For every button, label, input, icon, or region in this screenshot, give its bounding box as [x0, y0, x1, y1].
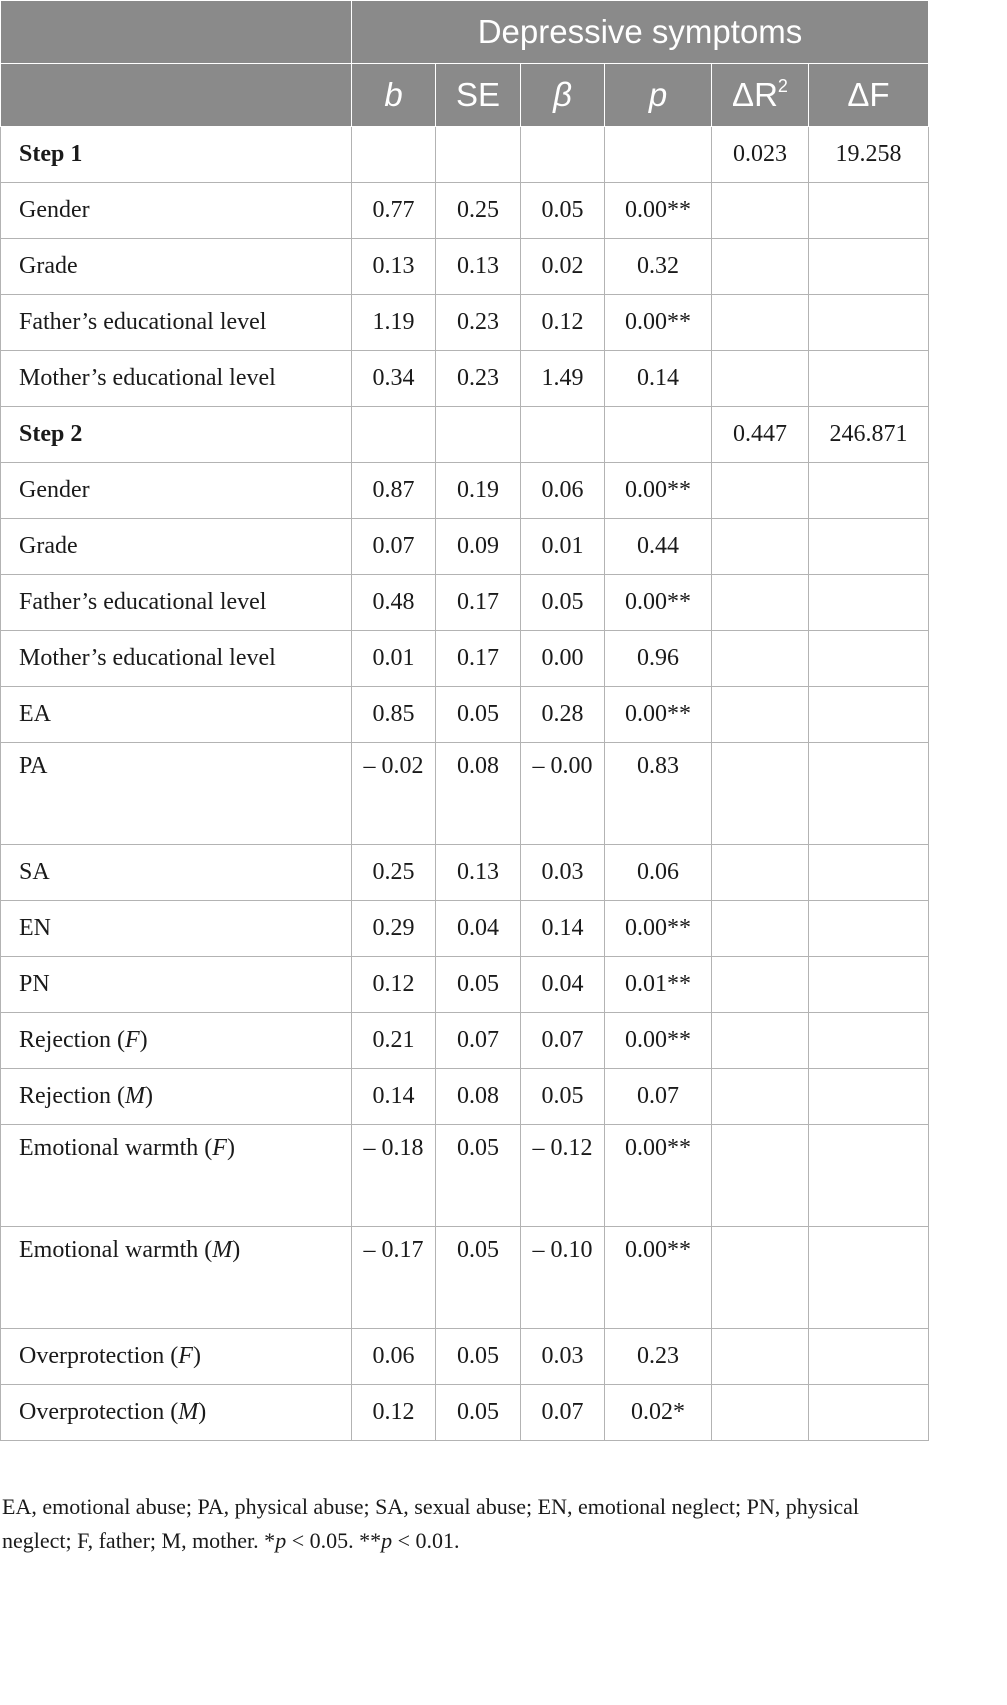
- cell-beta: 0.28: [521, 687, 605, 743]
- table-footnote: [0, 1490, 930, 1558]
- row-label-parent: F: [212, 1135, 227, 1161]
- cell-p: 0.14: [605, 351, 712, 407]
- row-label-text: Grade: [19, 533, 78, 559]
- row-label-text: PA: [19, 753, 48, 779]
- cell-dr2: [712, 1385, 809, 1441]
- row-label-text: Emotional warmth (: [19, 1237, 213, 1263]
- cell-b: [352, 1125, 436, 1227]
- cell-beta: 0.04: [521, 957, 605, 1013]
- table-row: [1, 575, 929, 631]
- cell-beta: 0.12: [521, 295, 605, 351]
- cell-dr2: [712, 239, 809, 295]
- cell-beta: 1.49: [521, 351, 605, 407]
- cell-p: 0.02*: [605, 1385, 712, 1441]
- row-label-close: ): [192, 1343, 201, 1369]
- row-label-text: Rejection (: [19, 1083, 125, 1109]
- cell-p: 0.96: [605, 631, 712, 687]
- cell-se: 0.25: [436, 183, 521, 239]
- cell-df: [809, 1385, 929, 1441]
- header-blank-cell: [1, 64, 352, 127]
- cell-b: 0.77: [352, 183, 436, 239]
- row-label-text: Rejection (: [19, 1027, 125, 1053]
- cell-df: 19.258: [809, 127, 929, 183]
- footnote-p-symbol-1: p: [275, 1528, 287, 1553]
- cell-beta: [521, 1227, 605, 1329]
- table-row: [1, 901, 929, 957]
- cell-b: 0.14: [352, 1069, 436, 1125]
- cell-dr2: 0.447: [712, 407, 809, 463]
- cell-beta: 0.02: [521, 239, 605, 295]
- cell-p: 0.06: [605, 845, 712, 901]
- cell-se: 0.23: [436, 351, 521, 407]
- table-row: [1, 519, 929, 575]
- cell-b: 0.34: [352, 351, 436, 407]
- row-label: [1, 183, 352, 239]
- row-label-close: ): [198, 1399, 207, 1425]
- cell-se: 0.13: [436, 239, 521, 295]
- row-label-parent: M: [124, 1083, 145, 1109]
- cell-df: [809, 901, 929, 957]
- cell-b: [352, 743, 436, 845]
- cell-dr2: [712, 687, 809, 743]
- cell-b: [352, 407, 436, 463]
- cell-df: [809, 239, 929, 295]
- negative-value: – 0.02: [363, 753, 424, 779]
- cell-beta: 0.00: [521, 631, 605, 687]
- table-row: [1, 1329, 929, 1385]
- negative-value: – 0.00: [532, 753, 593, 779]
- cell-dr2: [712, 901, 809, 957]
- row-label-close: ): [226, 1135, 235, 1161]
- cell-dr2: [712, 845, 809, 901]
- cell-df: [809, 1329, 929, 1385]
- col-header-delta-r2: [712, 64, 809, 127]
- cell-beta: 0.05: [521, 1069, 605, 1125]
- row-label-text: Gender: [19, 197, 90, 223]
- table-row: [1, 127, 929, 183]
- cell-b: 0.01: [352, 631, 436, 687]
- cell-se: 0.17: [436, 575, 521, 631]
- row-label-close: ): [144, 1083, 153, 1109]
- cell-p: [605, 127, 712, 183]
- cell-df: [809, 845, 929, 901]
- cell-b: [352, 127, 436, 183]
- row-label: [1, 519, 352, 575]
- row-label-text: SA: [19, 859, 50, 885]
- cell-dr2: [712, 519, 809, 575]
- cell-beta: 0.05: [521, 183, 605, 239]
- table-row: [1, 463, 929, 519]
- row-label: [1, 1013, 352, 1069]
- cell-df: [809, 295, 929, 351]
- row-label-text: Step 2: [19, 421, 83, 447]
- row-label: [1, 1227, 352, 1329]
- cell-p: 0.44: [605, 519, 712, 575]
- row-label: [1, 407, 352, 463]
- cell-df: [809, 1227, 929, 1329]
- row-label: [1, 127, 352, 183]
- cell-b: 1.19: [352, 295, 436, 351]
- cell-df: [809, 687, 929, 743]
- table-row: [1, 845, 929, 901]
- cell-dr2: [712, 1125, 809, 1227]
- cell-se: 0.05: [436, 957, 521, 1013]
- negative-value: – 0.12: [532, 1135, 593, 1161]
- cell-se: 0.05: [436, 1329, 521, 1385]
- cell-df: [809, 631, 929, 687]
- table-header: [1, 1, 929, 127]
- cell-se: 0.23: [436, 295, 521, 351]
- negative-value: – 0.18: [363, 1135, 424, 1161]
- row-label-text: Father’s educational level: [19, 309, 267, 335]
- cell-dr2: [712, 743, 809, 845]
- row-label: [1, 463, 352, 519]
- cell-p: 0.23: [605, 1329, 712, 1385]
- cell-beta: 0.14: [521, 901, 605, 957]
- cell-se: 0.19: [436, 463, 521, 519]
- cell-se: 0.05: [436, 1125, 521, 1227]
- cell-se: 0.07: [436, 1013, 521, 1069]
- row-label: [1, 1069, 352, 1125]
- cell-se: 0.08: [436, 1069, 521, 1125]
- cell-b: 0.48: [352, 575, 436, 631]
- delta-r-text: ΔR: [732, 76, 778, 113]
- footnote-text-b: < 0.05. **: [286, 1528, 382, 1553]
- cell-se: 0.13: [436, 845, 521, 901]
- cell-p: 0.00**: [605, 901, 712, 957]
- row-label-parent: M: [178, 1399, 199, 1425]
- row-label-text: Mother’s educational level: [19, 365, 276, 391]
- row-label: [1, 957, 352, 1013]
- cell-dr2: [712, 1329, 809, 1385]
- cell-beta: 0.06: [521, 463, 605, 519]
- table-row: [1, 631, 929, 687]
- cell-b: 0.12: [352, 1385, 436, 1441]
- cell-p: 0.00**: [605, 1227, 712, 1329]
- cell-p: [605, 407, 712, 463]
- table-row: [1, 407, 929, 463]
- cell-df: [809, 1069, 929, 1125]
- cell-beta: [521, 1125, 605, 1227]
- row-label-text: Mother’s educational level: [19, 645, 276, 671]
- cell-dr2: [712, 631, 809, 687]
- cell-se: 0.09: [436, 519, 521, 575]
- cell-se: 0.08: [436, 743, 521, 845]
- cell-b: 0.07: [352, 519, 436, 575]
- cell-dr2: [712, 1069, 809, 1125]
- row-label: [1, 743, 352, 845]
- footnote-text-c: < 0.01.: [392, 1528, 460, 1553]
- table-row: [1, 1227, 929, 1329]
- row-label-text: Father’s educational level: [19, 589, 267, 615]
- col-header-beta: β: [521, 64, 605, 127]
- cell-b: 0.25: [352, 845, 436, 901]
- cell-df: [809, 351, 929, 407]
- table-row: [1, 295, 929, 351]
- row-label: [1, 845, 352, 901]
- row-label: [1, 575, 352, 631]
- row-label-text: Grade: [19, 253, 78, 279]
- cell-dr2: [712, 957, 809, 1013]
- cell-beta: 0.01: [521, 519, 605, 575]
- table-body: [1, 127, 929, 1441]
- cell-b: 0.85: [352, 687, 436, 743]
- col-header-se: SE: [436, 64, 521, 127]
- table-row: [1, 351, 929, 407]
- col-header-delta-f: ΔF: [809, 64, 929, 127]
- cell-se: 0.04: [436, 901, 521, 957]
- table-row: [1, 743, 929, 845]
- cell-df: [809, 1125, 929, 1227]
- footnote-text-a: EA, emotional abuse; PA, physical abuse; SA, sexual abuse; EN, emotional neglect; PN, physical neglect; F, father; M, mother. *: [2, 1494, 860, 1553]
- row-label-text: PN: [19, 971, 50, 997]
- cell-beta: 0.07: [521, 1385, 605, 1441]
- cell-df: [809, 957, 929, 1013]
- cell-dr2: [712, 295, 809, 351]
- row-label-close: ): [232, 1237, 241, 1263]
- cell-beta: 0.07: [521, 1013, 605, 1069]
- cell-b: [352, 1227, 436, 1329]
- cell-se: 0.05: [436, 1385, 521, 1441]
- cell-dr2: [712, 351, 809, 407]
- cell-b: 0.06: [352, 1329, 436, 1385]
- row-label: [1, 239, 352, 295]
- cell-df: [809, 519, 929, 575]
- cell-dr2: [712, 463, 809, 519]
- table-row: [1, 183, 929, 239]
- negative-value: – 0.10: [532, 1237, 593, 1263]
- row-label-text: Overprotection (: [19, 1399, 179, 1425]
- row-label-parent: F: [124, 1027, 140, 1053]
- row-label-parent: M: [212, 1237, 233, 1263]
- table-row: [1, 1069, 929, 1125]
- cell-dr2: [712, 575, 809, 631]
- cell-se: 0.05: [436, 1227, 521, 1329]
- col-header-b: b: [352, 64, 436, 127]
- col-header-p: p: [605, 64, 712, 127]
- row-label-parent: F: [178, 1343, 193, 1369]
- cell-p: 0.00**: [605, 1125, 712, 1227]
- row-label-text: Overprotection (: [19, 1343, 179, 1369]
- row-label: [1, 295, 352, 351]
- cell-b: 0.12: [352, 957, 436, 1013]
- row-label-text: Step 1: [19, 141, 83, 167]
- cell-p: 0.00**: [605, 463, 712, 519]
- cell-p: 0.00**: [605, 575, 712, 631]
- row-label: [1, 1125, 352, 1227]
- row-label-close: ): [139, 1027, 148, 1053]
- cell-df: [809, 1013, 929, 1069]
- cell-se: [436, 407, 521, 463]
- cell-beta: 0.03: [521, 1329, 605, 1385]
- negative-value: – 0.17: [363, 1237, 424, 1263]
- header-blank-cell: [1, 1, 352, 64]
- table-row: [1, 1125, 929, 1227]
- row-label: [1, 1329, 352, 1385]
- cell-se: [436, 127, 521, 183]
- cell-dr2: 0.023: [712, 127, 809, 183]
- table-row: [1, 687, 929, 743]
- cell-b: 0.21: [352, 1013, 436, 1069]
- cell-p: 0.83: [605, 743, 712, 845]
- cell-df: [809, 463, 929, 519]
- cell-beta: 0.05: [521, 575, 605, 631]
- cell-dr2: [712, 1227, 809, 1329]
- cell-beta: 0.03: [521, 845, 605, 901]
- cell-beta: [521, 127, 605, 183]
- cell-df: [809, 743, 929, 845]
- cell-p: 0.00**: [605, 295, 712, 351]
- header-row-columns: [1, 64, 929, 127]
- cell-se: 0.17: [436, 631, 521, 687]
- row-label: [1, 901, 352, 957]
- cell-p: 0.00**: [605, 183, 712, 239]
- cell-beta: [521, 743, 605, 845]
- footnote-p-symbol-2: p: [381, 1528, 393, 1553]
- cell-b: 0.87: [352, 463, 436, 519]
- row-label-text: EN: [19, 915, 51, 941]
- table-row: [1, 1385, 929, 1441]
- cell-p: 0.32: [605, 239, 712, 295]
- table-row: [1, 1013, 929, 1069]
- row-label: [1, 1385, 352, 1441]
- cell-dr2: [712, 183, 809, 239]
- cell-df: [809, 183, 929, 239]
- cell-df: 246.871: [809, 407, 929, 463]
- row-label: [1, 631, 352, 687]
- superscript-2: 2: [777, 76, 788, 96]
- cell-p: 0.01**: [605, 957, 712, 1013]
- cell-p: 0.00**: [605, 687, 712, 743]
- cell-b: 0.13: [352, 239, 436, 295]
- table-row: [1, 239, 929, 295]
- cell-p: 0.07: [605, 1069, 712, 1125]
- cell-p: 0.00**: [605, 1013, 712, 1069]
- row-label-text: Gender: [19, 477, 90, 503]
- cell-se: 0.05: [436, 687, 521, 743]
- row-label-text: EA: [19, 701, 51, 727]
- table-row: [1, 957, 929, 1013]
- row-label: [1, 687, 352, 743]
- cell-b: 0.29: [352, 901, 436, 957]
- row-label: [1, 351, 352, 407]
- cell-df: [809, 575, 929, 631]
- cell-dr2: [712, 1013, 809, 1069]
- cell-beta: [521, 407, 605, 463]
- group-header-depressive-symptoms: Depressive symptoms: [352, 1, 929, 64]
- header-row-group: [1, 1, 929, 64]
- row-label-text: Emotional warmth (: [19, 1135, 213, 1161]
